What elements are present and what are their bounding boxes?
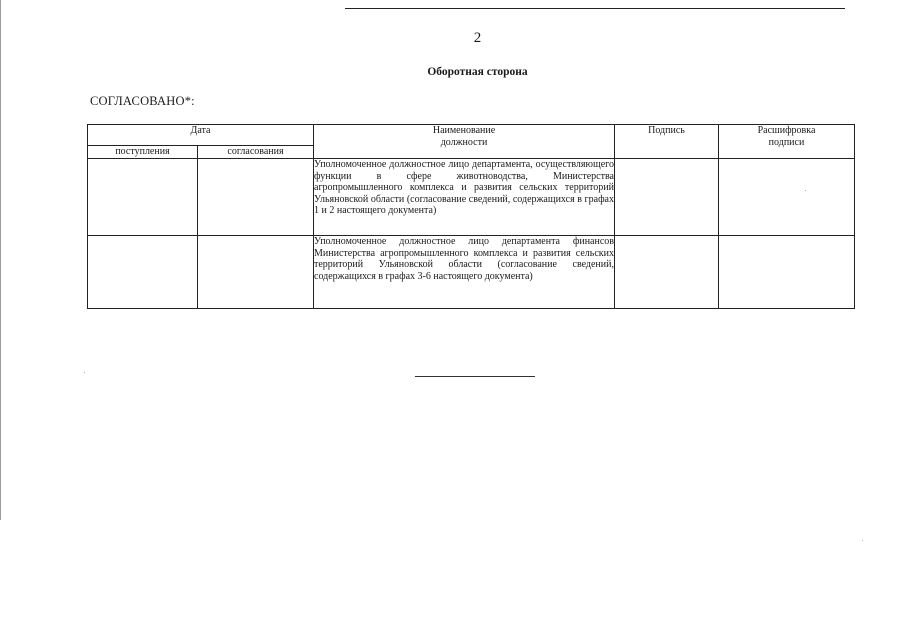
table-row	[88, 236, 855, 309]
table-row	[88, 159, 855, 236]
cell-position: Уполномоченное должностное лицо департамента финансов Министерства агропромышленного комплекса и развития сельских территорий Ульяновской области (согласование сведений, содержащихся в графах 3-6 настоящего документа)	[314, 236, 615, 309]
cell-signature-decoding[interactable]	[719, 236, 855, 309]
cell-date-approved[interactable]	[198, 159, 314, 236]
header-date: Дата	[88, 125, 314, 146]
footnote-rule	[415, 376, 535, 377]
header-signature: Подпись	[615, 125, 719, 159]
header-row-top	[88, 125, 855, 146]
header-rule	[345, 8, 845, 9]
scan-left-edge	[0, 0, 1, 520]
cell-position: Уполномоченное должностное лицо департамента, осуществляющего функции в сфере животноводства, Министерства агропромышленного комплекса и развития сельских территорий Ульяновской области (согласование сведений, содержащихся в графах 1 и 2 настоящего документа)	[314, 159, 615, 236]
header-date-received: поступления	[88, 146, 198, 159]
cell-date-received[interactable]	[88, 159, 198, 236]
approval-table	[87, 124, 855, 309]
header-position	[314, 125, 615, 159]
page-number: 2	[473, 30, 482, 46]
cell-date-received[interactable]	[88, 236, 198, 309]
header-signature-decoding-text: Расшифровка подписи	[757, 125, 816, 148]
cell-signature[interactable]	[615, 159, 719, 236]
scan-speck	[84, 372, 85, 373]
side-title: Оборотная сторона	[427, 66, 528, 78]
approved-label: СОГЛАСОВАНО*:	[90, 94, 195, 108]
scan-speck	[862, 540, 863, 541]
cell-signature[interactable]	[615, 236, 719, 309]
header-position-text: Наименование должности	[432, 125, 496, 148]
cell-date-approved[interactable]	[198, 236, 314, 309]
header-date-approved: согласования	[198, 146, 314, 159]
cell-signature-decoding[interactable]	[719, 159, 855, 236]
header-signature-decoding	[719, 125, 855, 159]
scan-speck	[805, 190, 806, 191]
